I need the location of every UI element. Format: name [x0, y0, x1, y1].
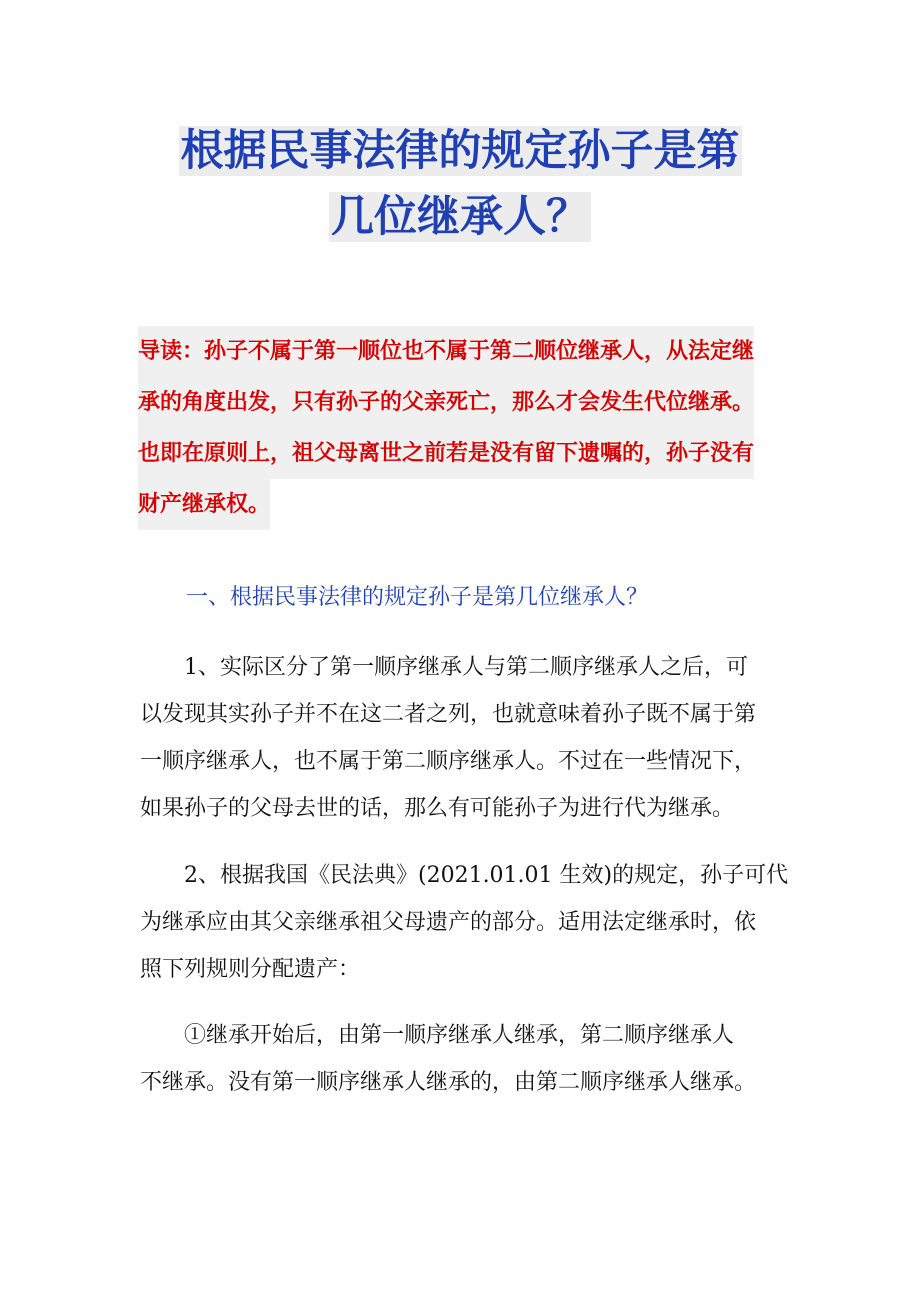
lead-summary [138, 326, 786, 530]
lead-line: 也即在原则上，祖父母离世之前若是没有留下遗嘱的，孙子没有 [138, 428, 754, 479]
paragraph-line: 为继承应由其父亲继承祖父母遗产的部分。适用法定继承时，依 [140, 910, 757, 935]
section-heading: 一、根据民事法律的规定孙子是第几位继承人？ [186, 585, 649, 610]
paragraph-2 [140, 852, 788, 993]
lead-line: 承的角度出发，只有孙子的父亲死亡，那么才会发生代位继承。 [138, 377, 754, 428]
paragraph-3 [140, 1012, 788, 1106]
paragraph-line: 如果孙子的父母去世的话，那么有可能孙子为进行代为继承。 [140, 796, 735, 821]
title-line-2: 几位继承人？ [331, 192, 589, 242]
paragraph-line: 不继承。没有第一顺序继承人继承的，由第二顺序继承人继承。 [140, 1070, 757, 1095]
paragraph-line: 一顺序继承人，也不属于第二顺序继承人。不过在一些情况下， [140, 749, 757, 774]
lead-line: 财产继承权。 [138, 479, 270, 530]
paragraph-line: 2、根据我国《民法典》(2021.01.01 生效)的规定，孙子可代 [140, 863, 789, 888]
paragraph-line: 照下列规则分配遗产： [140, 957, 361, 982]
page-title [120, 118, 800, 250]
paragraph-1 [140, 644, 788, 832]
lead-line: 导读：孙子不属于第一顺位也不属于第二顺位继承人，从法定继 [138, 326, 754, 377]
paragraph-line: ①继承开始后，由第一顺序继承人继承，第二顺序继承人 [140, 1023, 735, 1048]
paragraph-line: 以发现其实孙子并不在这二者之列，也就意味着孙子既不属于第 [140, 702, 757, 727]
paragraph-line: 1、实际区分了第一顺序继承人与第二顺序继承人之后，可 [140, 655, 748, 680]
title-line-1: 根据民事法律的规定孙子是第 [180, 126, 740, 176]
